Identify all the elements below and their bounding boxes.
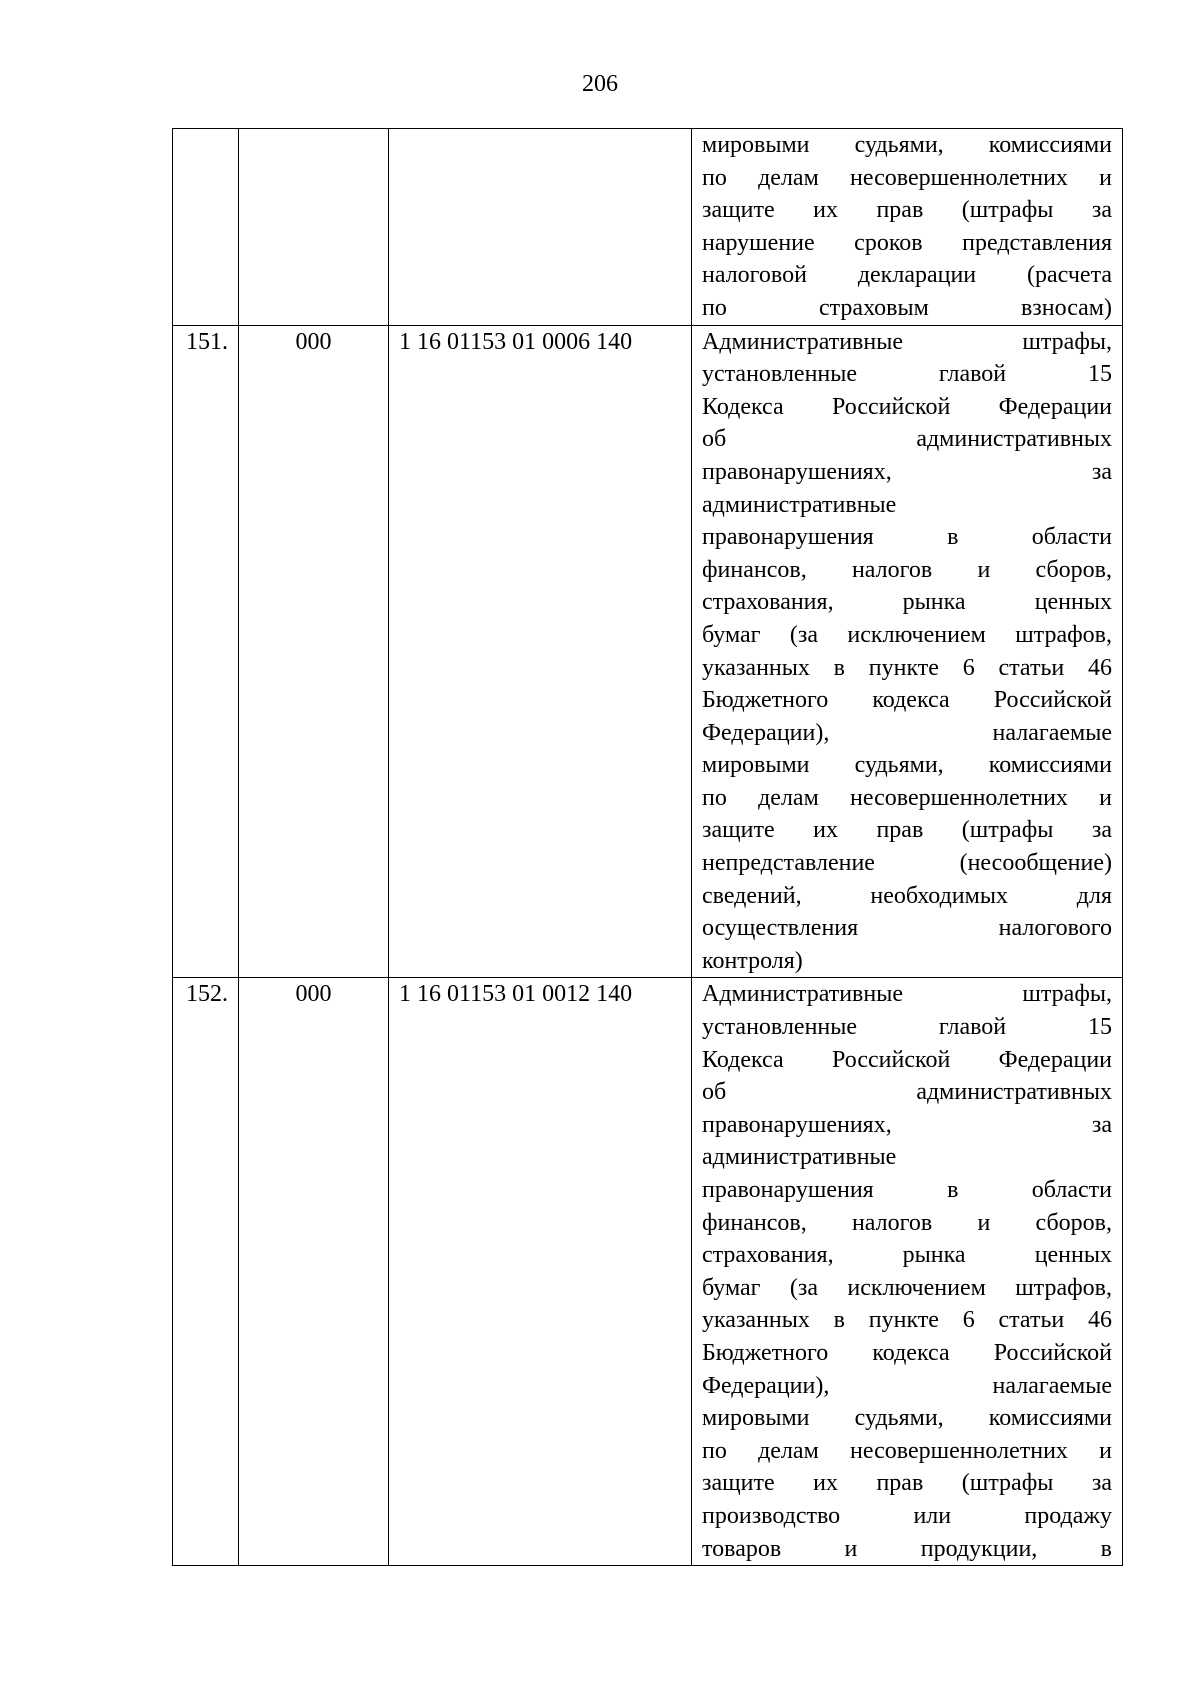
description-line: мировыми судьями, комиссиями [702,1405,1112,1432]
page-number: 206 [582,71,618,97]
description-line: непредставление (несообщение) [702,850,1112,877]
description-line: сведений, необходимых для [702,882,1112,909]
description-line: по делам несовершеннолетних и [702,1437,1112,1464]
description-line: об административных [702,1079,1112,1106]
kbk-code: 1 16 01153 01 0006 140 [389,325,692,978]
description-line: административные [702,491,897,518]
description-line: Кодекса Российской Федерации [702,393,1112,420]
admin-code: 000 [239,325,389,978]
description-line: Административные штрафы, [702,981,1112,1008]
description-line: установленные главой 15 [702,1014,1112,1041]
description-line: финансов, налогов и сборов, [702,556,1112,583]
description-line: страхования, рынка ценных [702,589,1112,616]
description-line: мировыми судьями, комиссиями [702,132,1112,158]
description-line: Федерации), налагаемые [702,1372,1112,1399]
table-row [173,325,1123,978]
description-line: защите их прав (штрафы за [702,1470,1112,1497]
description-line: мировыми судьями, комиссиями [702,752,1112,779]
description-line: указанных в пункте 6 статьи 46 [702,1307,1112,1334]
description-line: об административных [702,426,1112,453]
row-number [173,129,239,326]
description-line: по делам несовершеннолетних и [702,784,1112,811]
description-line: защите их прав (штрафы за [702,197,1112,224]
description-line: Бюджетного кодекса Российской [702,1339,1112,1366]
description-line: товаров и продукции, в [702,1535,1112,1562]
kbk-code: 1 16 01153 01 0012 140 [389,978,692,1566]
description-line: Кодекса Российской Федерации [702,1046,1112,1073]
description-line: контроля) [702,947,803,974]
description-line: административные [702,1144,897,1171]
description-line: бумаг (за исключением штрафов, [702,1274,1112,1301]
description-line: производство или продажу [702,1502,1112,1529]
description-line: правонарушения в области [702,524,1112,551]
table-row [173,129,1123,326]
admin-code [239,129,389,326]
description-line: по делам несовершеннолетних и [702,164,1112,191]
description-line: указанных в пункте 6 статьи 46 [702,654,1112,681]
description-line: по страховым взносам) [702,294,1112,321]
row-number: 152. [173,978,239,1566]
description-line: правонарушениях, за [702,1111,1112,1138]
description [692,325,1123,978]
row-number: 151. [173,325,239,978]
description [692,978,1123,1566]
table-body [173,129,1123,1566]
description-line: правонарушениях, за [702,458,1112,485]
description-line: бумаг (за исключением штрафов, [702,621,1112,648]
description-line: правонарушения в области [702,1177,1112,1203]
description-line: нарушение сроков представления [702,229,1112,256]
description-line: Федерации), налагаемые [702,719,1112,746]
description-line: финансов, налогов и сборов, [702,1209,1112,1236]
description-line: Бюджетного кодекса Российской [702,687,1112,714]
kbk-code [389,129,692,326]
description-line: страхования, рынка ценных [702,1242,1112,1269]
revenue-codes-table [172,128,1123,1566]
description-line: защите их прав (штрафы за [702,817,1112,844]
description-line: установленные главой 15 [702,361,1112,388]
table-row [173,978,1123,1566]
description [692,129,1123,326]
description-line: осуществления налогового [702,915,1112,942]
description-line: Административные штрафы, [702,328,1112,355]
admin-code: 000 [239,978,389,1566]
description-line: налоговой декларации (расчета [702,262,1112,289]
